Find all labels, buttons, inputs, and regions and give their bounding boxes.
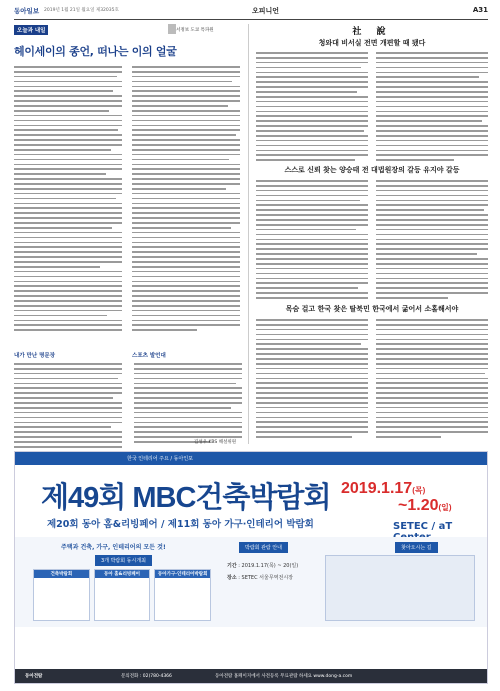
ad-top-strip-text: 한국 인테리어 주요 / 동아인포 <box>127 456 194 462</box>
sub-column-signature-2: 김성우 KBS 해설위원 <box>194 440 237 445</box>
ad-slogan: 주택과 건축, 가구, 인테리어의 모든 것! <box>61 544 166 551</box>
ad-expo-box-1: 건축박람회 <box>33 569 90 621</box>
column-byline: 서정보 도쿄 특파원 <box>176 28 214 33</box>
ad-map-header: 찾아오시는 길 <box>395 542 438 553</box>
editorial-title: 社 說 <box>352 27 392 37</box>
ad-info-header: 박람회 관람 안내 <box>239 542 288 553</box>
ad-expo-box-2: 동아 홈&리빙페어 <box>94 569 151 621</box>
sub-column-tag-2: 스포츠 발언대 <box>132 353 166 359</box>
ad-footer-tel: 문의전화 : 02)780-4366 <box>121 674 172 679</box>
author-photo <box>168 24 176 34</box>
editorial-2-body-left <box>256 180 368 299</box>
editorial-2-body-right <box>376 180 488 299</box>
column-tag: 오늘과 내일 <box>14 25 48 35</box>
editorial-1-body-left <box>256 52 368 161</box>
editorial-1-body-right <box>376 52 488 161</box>
editorial-3-body-right <box>376 319 488 438</box>
ad-date-end: ~1.20(일) <box>398 497 452 514</box>
section-title: 오피니언 <box>252 7 280 15</box>
ad-footer-note: 동아전람 홈페이지에서 사전등록 무료관람 하세요 www.dong-a.com <box>215 674 353 679</box>
advertisement <box>14 451 488 684</box>
ad-subtitle: 제20회 동아 홈&리빙페어 / 제11회 동아 가구·인테리어 박람회 <box>47 519 314 530</box>
editorial-3-body-left <box>256 319 368 438</box>
ad-map <box>325 555 475 621</box>
column-body-right <box>132 66 240 331</box>
issue-date: 2019년 1월 21일 월요일 제32035호 <box>44 8 119 13</box>
sub-column-body-1 <box>14 363 122 452</box>
ad-title: 제49회 MBC건축박람회 <box>41 482 331 514</box>
header-rule <box>14 19 488 20</box>
editorial-headline-2: 스스로 신뢰 찾는 양승태 전 대법원장의 갈등 유지야 갈등 <box>284 166 460 174</box>
sub-column-body-2 <box>134 363 242 443</box>
ad-expo-boxes <box>33 569 211 621</box>
column-divider <box>248 24 249 444</box>
editorial-headline-1: 청와대 비서실 전면 개편할 때 됐다 <box>318 39 426 47</box>
sub-column-tag-1: 내가 만난 명문장 <box>14 353 56 359</box>
ad-expo-box-3: 동아가구·인테리어박람회 <box>154 569 211 621</box>
page-header <box>14 6 488 20</box>
column-headline: 헤이세이의 종언, 떠나는 이의 얼굴 <box>14 45 177 58</box>
ad-footer <box>15 669 487 683</box>
ad-date-start: 2019.1.17(목) <box>341 480 426 497</box>
ad-key-label: 3개 박람회 동시개최 <box>95 555 152 566</box>
newspaper-logo: 동아일보 <box>14 7 40 15</box>
ad-period: 기간 : 2019.1.17(목) ~ 20(일) <box>227 563 299 569</box>
ad-venue-logo: SETEC / aT <box>393 521 453 532</box>
ad-footer-org: 동아전람 <box>25 674 43 679</box>
editorial-headline-3: 목숨 걸고 한국 찾은 탈북민 한국에서 굶어서 소홀해서야 <box>285 305 459 313</box>
ad-top-strip <box>15 452 487 465</box>
page-number: A31 <box>472 6 488 14</box>
column-body-left <box>14 66 122 331</box>
ad-place: 장소 : SETEC 서울무역전시장 <box>227 575 293 581</box>
